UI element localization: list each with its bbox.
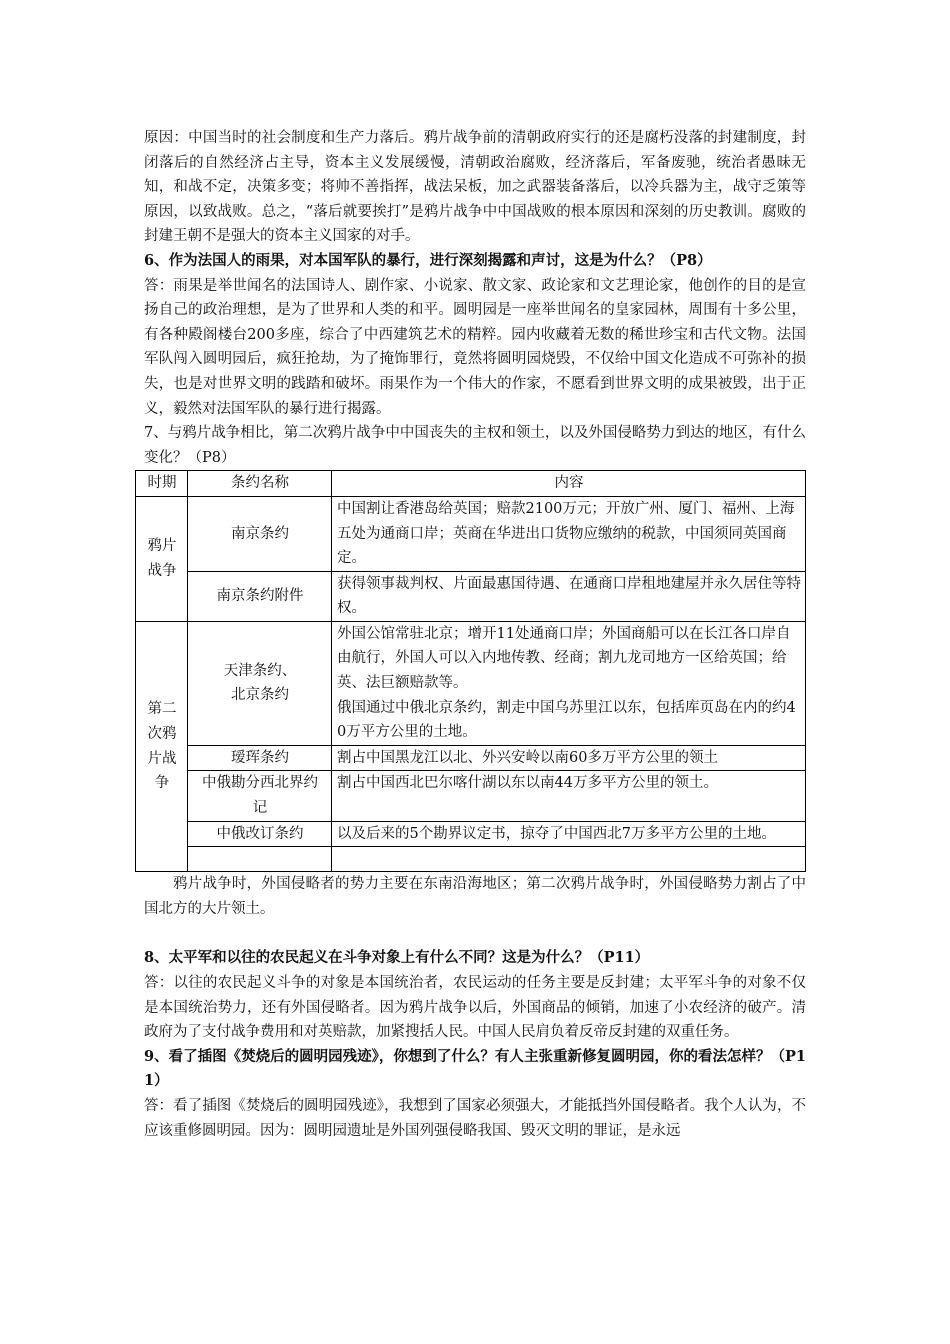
treaty-name: 中俄改订条约	[188, 821, 332, 847]
question-7: 7、与鸦片战争相比，第二次鸦片战争中中国丧失的主权和领土，以及外国侵略势力到达的地区，有什么变化？（P8）	[144, 425, 806, 466]
period-opium-war: 鸦片战争	[136, 496, 188, 621]
treaty-content: 割占中国西北巴尔喀什湖以东以南44万多平方公里的领土。	[332, 771, 806, 821]
treaty-content: 割占中国黑龙江以北、外兴安岭以南60多万平方公里的领土	[332, 745, 806, 771]
period-second-opium-war: 第二次鸦片战争	[136, 621, 188, 871]
answer-6: 答：雨果是举世闻名的法国诗人、剧作家、小说家、散文家、政论家和文艺理论家，他创作的目的是宣扬自己的政治理想，是为了世界和人类的和平。圆明园是一座举世闻名的皇家园林，周围有十多公里，有各种殿阁楼台200多座，综合了中西建筑艺术的精粹。园内收藏着无数的稀世珍宝和古代文物。法国军队闯入圆明园后，疯狂抢劫，为了掩饰罪行，竟然将圆明园烧毁，不仅给中国文化造成不可弥补的损失，也是对世界文明的践踏和破坏。雨果作为一个伟大的作家，不愿看到世界文明的成果被毁，出于正义，毅然对法国军队的暴行进行揭露。	[144, 277, 806, 417]
intro-paragraph: 原因：中国当时的社会制度和生产力落后。鸦片战争前的清朝政府实行的还是腐朽没落的封建制度，封闭落后的自然经济占主导，资本主义发展缓慢，清朝政治腐败，经济落后，军备废驰，统治者愚昧无知，和战不定，决策多变；将帅不善指挥，战法呆板，加之武器装备落后，以冷兵器为主，战守乏策等原因，以致战败。总之，“落后就要挨打”是鸦片战争中中国战败的根本原因和深刻的历史教训。腐败的封建王朝不是强大的资本主义国家的对手。	[144, 130, 806, 245]
question-8: 8、太平军和以往的农民起义在斗争对象上有什么不同？这是为什么？（P11）	[144, 949, 650, 967]
table-row	[136, 496, 806, 571]
question-6: 6、作为法国人的雨果，对本国军队的暴行，进行深刻揭露和声讨，这是为什么？（P8）	[144, 251, 712, 269]
treaty-content: 以及后来的5个勘界议定书，掠夺了中国西北7万多平方公里的土地。	[332, 821, 806, 847]
answer-9: 答：看了插图《焚烧后的圆明园残迹》，我想到了国家必须强大，才能抵挡外国侵略者。我个人认为，不应该重修圆明园。因为：圆明园遗址是外国列强侵略我国、毁灭文明的罪证，是永远	[144, 1097, 806, 1139]
treaty-content: 获得领事裁判权、片面最惠国待遇、在通商口岸租地建屋并永久居住等特权。	[332, 571, 806, 621]
spacer	[144, 921, 806, 946]
table-row	[136, 745, 806, 771]
answer-7: 鸦片战争时，外国侵略者的势力主要在东南沿海地区；第二次鸦片战争时，外国侵略势力割占了中国北方的大片领土。	[144, 876, 806, 917]
table-row	[136, 621, 806, 745]
treaty-name: 天津条约、北京条约	[188, 621, 332, 745]
table-row	[136, 821, 806, 847]
treaty-name: 南京条约附件	[188, 571, 332, 621]
treaty-name: 南京条约	[188, 496, 332, 571]
table-header-row	[136, 471, 806, 497]
treaty-content	[332, 847, 806, 872]
treaty-content: 外国公馆常驻北京；增开11处通商口岸；外国商船可以在长江各口岸自由航行，外国人可以入内地传教、经商；割九龙司地方一区给英国；给英、法巨额赔款等。 俄国通过中俄北京条约，割走中国乌苏里江以东，包括库页岛在内的约40万平方公里的土地。	[332, 621, 806, 745]
header-period: 时期	[136, 471, 188, 497]
table-row	[136, 571, 806, 621]
treaty-name	[188, 847, 332, 872]
treaty-name: 瑷珲条约	[188, 745, 332, 771]
treaty-content: 中国割让香港岛给英国；赔款2100万元；开放广州、厦门、福州、上海五处为通商口岸；英商在华进出口货物应缴纳的税款，中国须同英国商定。	[332, 496, 806, 571]
treaty-name: 中俄勘分西北界约记	[188, 771, 332, 821]
document-page	[144, 126, 806, 1143]
treaty-table	[135, 470, 806, 872]
header-content: 内容	[332, 471, 806, 497]
header-treaty: 条约名称	[188, 471, 332, 497]
table-row	[136, 771, 806, 821]
question-9: 9、看了插图《焚烧后的圆明园残迹》，你想到了什么？有人主张重新修复圆明园，你的看法怎样？（P11）	[144, 1047, 806, 1090]
table-row	[136, 847, 806, 872]
answer-8: 答：以往的农民起义斗争的对象是本国统治者，农民运动的任务主要是反封建；太平军斗争的对象不仅是本国统治势力，还有外国侵略者。因为鸦片战争以后，外国商品的倾销，加速了小农经济的破产。清政府为了支付战争费用和对英赔款，加紧搜括人民。中国人民肩负着反帝反封建的双重任务。	[144, 975, 806, 1041]
